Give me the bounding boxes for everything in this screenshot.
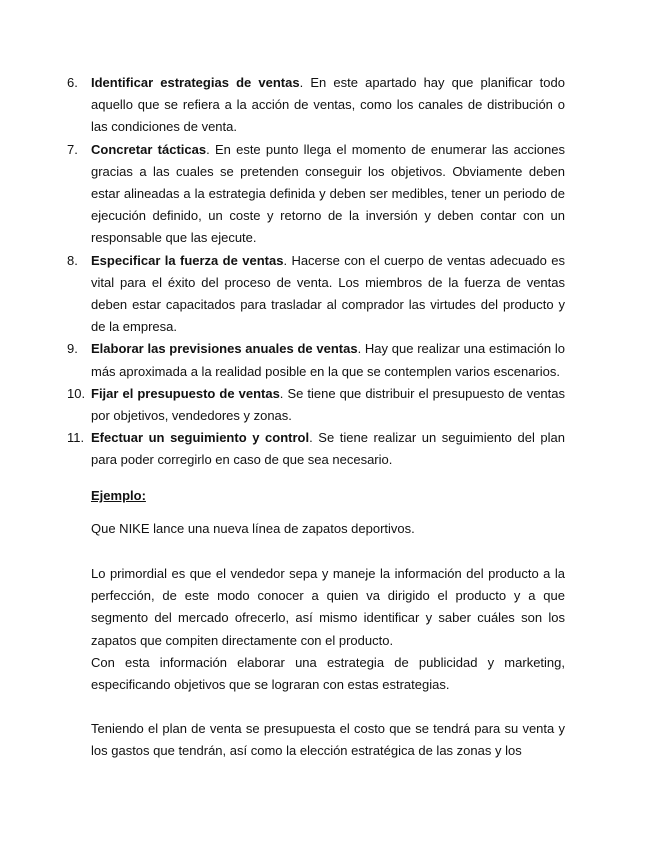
item-text: . En este apartado hay que planificar todo aquello que se refiera a la acción de ventas, como los canales de distribución o las condiciones de venta.	[91, 75, 565, 135]
item-number: 8.	[67, 252, 78, 268]
sales-steps-list	[67, 72, 565, 472]
item-text: . Se tiene que distribuir el presupuesto de ventas por objetivos, vendedores y zonas.	[91, 385, 565, 424]
item-number: 11.	[67, 430, 85, 446]
item-title: Efectuar un seguimiento y control	[91, 430, 310, 446]
item-text: . Se tiene realizar un seguimiento del plan para poder corregirlo en caso de que sea necesario.	[91, 430, 565, 468]
list-item	[67, 139, 565, 250]
item-text: . Hacerse con el cuerpo de ventas adecuado es vital para el éxito del proceso de venta. Los miembros de la fuerza de ventas deben estar capacitados para trasladar al comprador las virtudes del producto y de la empresa.	[91, 252, 566, 335]
list-item	[67, 383, 565, 427]
example-paragraph: Lo primordial es que el vendedor sepa y maneje la información del producto a la perfección, de este modo conocer a quien va dirigido el producto y a que segmento del mercado ofrecerlo, así mismo identificar y saber cuáles son los zapatos que compiten directamente con el producto.	[91, 566, 565, 648]
item-title: Especificar la fuerza de ventas	[91, 252, 284, 268]
item-number: 10.	[67, 385, 86, 401]
list-item	[67, 338, 565, 382]
item-number: 9.	[67, 341, 78, 357]
example-paragraph: Con esta información elaborar una estrategia de publicidad y marketing, especificando objetivos que se lograran con estas estrategias.	[91, 655, 565, 693]
item-number: 6.	[67, 75, 78, 90]
list-item	[67, 250, 565, 339]
list-item	[67, 72, 565, 139]
item-title: Elaborar las previsiones anuales de ventas	[91, 341, 358, 357]
item-title: Concretar tácticas	[91, 141, 207, 157]
example-paragraph: Teniendo el plan de venta se presupuesta el costo que se tendrá para su venta y los gastos que tendrán, así como la elección estratégica de las zonas y los	[91, 721, 565, 759]
item-title: Identificar estrategias de ventas	[91, 75, 300, 90]
item-number: 7.	[67, 141, 78, 157]
example-intro: Que NIKE lance una nueva línea de zapatos deportivos.	[91, 521, 415, 536]
item-text: . Hay que realizar una estimación lo más aproximada a la realidad posible en la que se contemplen varios escenarios.	[91, 341, 565, 379]
item-text: . En este punto llega el momento de enumerar las acciones gracias a las cuales se pretenden conseguir los objetivos. Obviamente deben estar alineadas a la estrategia definida y deben ser medibles, tener un periodo de ejecución definido, un coste y retorno de la inversión y deben contar con un responsable que las ejecute.	[91, 141, 565, 246]
list-item	[67, 427, 565, 471]
example-heading: Ejemplo:	[91, 488, 146, 503]
item-title: Fijar el presupuesto de ventas	[91, 385, 280, 401]
